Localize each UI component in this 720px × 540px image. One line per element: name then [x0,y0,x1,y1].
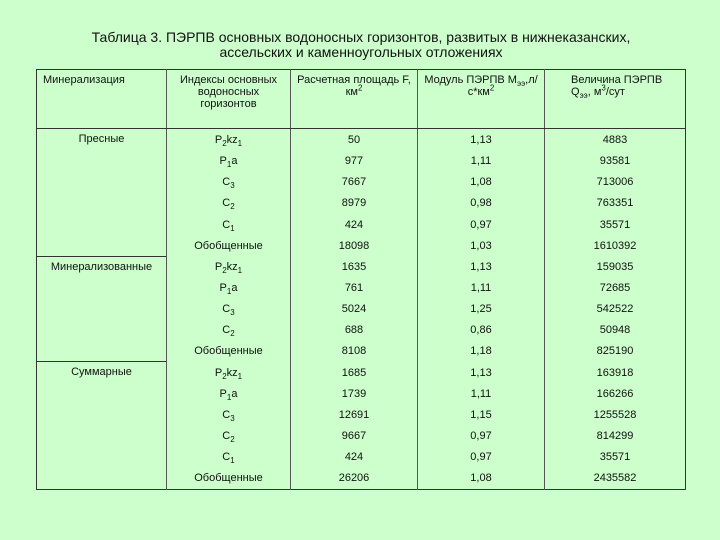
cell-index [167,193,291,214]
index-sub: 2 [222,371,227,381]
index-sub: 2 [230,202,235,212]
header-q-text: Величина ПЭРПВ Q [571,74,663,98]
header-area-sup: 2 [357,83,363,93]
cell-index [167,172,291,193]
index-base: C [222,176,231,189]
cell-q: 814299 [596,429,634,442]
header-q-unit-sup: 3 [601,83,606,93]
cell-module: 0,97 [418,447,545,468]
cell-index [167,404,291,425]
cell-area: 1685 [291,362,418,383]
cell-area: 50 [291,129,418,151]
cell-q: 825190 [596,345,634,358]
table-title-line-1: Таблица 3. ПЭРПВ основных водоносных горизонтов, развитых в нижнеказанских, [91,29,631,45]
cell-index [167,299,291,320]
cell-q: 35571 [599,218,631,231]
index-base: C [222,303,231,316]
cell-area: 9667 [291,425,418,446]
cell-module: 1,18 [418,341,545,362]
header-mineralization [37,70,167,129]
cell-q: 35571 [599,451,631,464]
cell-area: 12691 [291,404,418,425]
table-row [37,362,686,383]
index-sub: 2 [230,435,235,445]
header-mineralization-text: Минерализация [43,74,125,86]
header-indices-text: Индексы основных водоносных горизонтов [179,74,278,110]
cell-index [167,129,291,151]
cell-index [167,256,291,277]
cell-area: 977 [291,151,418,172]
table-title-line-2: ассельских и каменноугольных отложениях [219,44,503,60]
index-main: kz [226,260,238,273]
cell-module: 1,08 [418,468,545,490]
header-area [291,70,418,129]
cell-module: 1,11 [418,151,545,172]
cell-q: 72685 [599,281,631,294]
cell-q: 2435582 [593,472,637,485]
cell-module: 1,11 [418,383,545,404]
cell-module: 0,97 [418,425,545,446]
cell-index [167,151,291,172]
cell-area: 5024 [291,299,418,320]
cell-index [167,362,291,383]
header-area-text: Расчетная площадь F, км [297,74,411,98]
cell-module: 1,25 [418,299,545,320]
header-module-unit-sup: 2 [489,83,495,93]
index-sub: 3 [230,308,235,318]
index-base: Обобщенные [194,472,263,485]
index-sub: 1 [230,223,235,233]
cell-q: 159035 [596,260,634,273]
index-base: C [222,451,231,464]
header-row [37,70,686,129]
table-row [37,129,686,151]
index-base: C [222,429,231,442]
header-q-unit: , м [587,86,602,98]
cell-q: 763351 [596,197,634,210]
cell-mineralization: Минерализованные [37,256,167,362]
cell-area: 8108 [291,341,418,362]
index-base: P [214,133,223,146]
cell-q: 1255528 [593,408,637,421]
cell-module: 1,13 [418,256,545,277]
header-q-sub: ээ [579,91,588,101]
cell-index [167,277,291,298]
header-q [545,70,686,129]
cell-index [167,468,291,490]
cell-q: 4883 [602,133,628,146]
header-indices [167,70,291,129]
data-table [36,69,686,490]
index-main: a [231,387,238,400]
index-base: C [222,408,231,421]
table-row [37,256,686,277]
cell-area: 424 [291,214,418,235]
cell-index [167,383,291,404]
index-main: kz [226,366,238,379]
index-sub-2: 1 [237,266,243,276]
index-base: P [214,366,223,379]
cell-area: 8979 [291,193,418,214]
index-sub: 1 [226,160,232,170]
cell-area: 18098 [291,235,418,256]
index-base: C [222,218,231,231]
cell-index [167,320,291,341]
index-sub: 2 [222,266,227,276]
header-module-unit: ,л/с*км [467,74,538,98]
header-module [418,70,545,129]
index-sub-2: 1 [237,139,243,149]
cell-mineralization: Пресные [37,129,167,256]
cell-area: 761 [291,277,418,298]
index-sub-2: 1 [237,371,243,381]
index-main: a [231,155,238,168]
cell-module: 1,08 [418,172,545,193]
index-sub: 2 [222,139,227,149]
cell-q: 542522 [596,303,634,316]
cell-module: 1,11 [418,277,545,298]
table-body [37,70,686,490]
cell-index [167,214,291,235]
cell-q: 713006 [596,176,634,189]
cell-q: 1610392 [593,239,637,252]
cell-q: 166266 [596,387,634,400]
cell-module: 1,13 [418,129,545,151]
cell-index [167,341,291,362]
cell-area: 688 [291,320,418,341]
cell-module: 1,15 [418,404,545,425]
index-base: Обобщенные [194,345,263,358]
index-main: kz [226,133,238,146]
index-sub: 3 [230,181,235,191]
index-base: P [219,155,227,168]
index-main: a [231,281,238,294]
table-title [36,30,686,60]
cell-mineralization: Суммарные [37,362,167,490]
cell-index [167,425,291,446]
index-sub: 2 [230,329,235,339]
index-sub: 3 [230,414,235,423]
cell-area: 26206 [291,468,418,490]
index-base: Обобщенные [194,239,263,252]
cell-q: 163918 [596,366,634,379]
cell-module: 0,86 [418,320,545,341]
cell-area: 7667 [291,172,418,193]
cell-q: 50948 [599,324,631,337]
index-base: P [219,387,227,400]
index-sub: 1 [226,287,232,297]
index-base: C [222,324,231,337]
index-sub: 1 [230,456,235,466]
cell-module: 0,97 [418,214,545,235]
cell-area: 1635 [291,256,418,277]
header-module-sub: ээ [516,79,526,89]
index-base: C [222,197,231,210]
cell-module: 0,98 [418,193,545,214]
header-q-unit-tail: /сут [605,86,625,98]
cell-q: 93581 [599,155,631,168]
index-base: P [214,260,223,273]
cell-area: 1739 [291,383,418,404]
cell-index [167,447,291,468]
cell-index [167,235,291,256]
index-sub: 1 [226,392,232,402]
index-base: P [219,281,227,294]
cell-area: 424 [291,447,418,468]
cell-module: 1,03 [418,235,545,256]
header-module-text: Модуль ПЭРПВ М [424,74,517,86]
cell-module: 1,13 [418,362,545,383]
